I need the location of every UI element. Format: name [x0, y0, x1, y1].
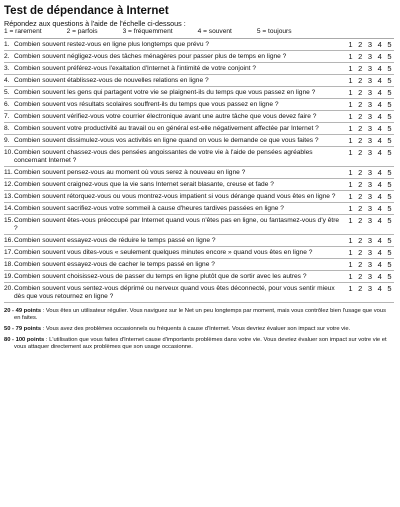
question-text [4, 137, 346, 145]
rating-option-5[interactable]: 5 [387, 52, 392, 61]
question-row [4, 271, 394, 283]
rating-option-4[interactable]: 4 [377, 76, 382, 85]
rating-option-3[interactable]: 3 [367, 204, 373, 213]
rating-options [346, 137, 394, 145]
rating-options [346, 205, 394, 213]
rating-option-5[interactable]: 5 [387, 180, 392, 189]
question-label: Combien souvent établissez-vous de nouvelles relations en ligne ? [14, 77, 209, 84]
rating-option-2[interactable]: 2 [358, 204, 363, 213]
rating-option-3[interactable]: 3 [367, 168, 373, 177]
question-number: 10. [4, 149, 14, 156]
rating-option-2[interactable]: 2 [358, 76, 363, 85]
rating-option-1[interactable]: 1 [348, 248, 353, 257]
rating-option-3[interactable]: 3 [367, 216, 373, 225]
question-text [4, 41, 346, 49]
rating-option-4[interactable]: 4 [377, 100, 382, 109]
rating-option-1[interactable]: 1 [348, 52, 353, 61]
rating-options [346, 181, 394, 189]
question-number: 18. [4, 261, 14, 268]
rating-option-1[interactable]: 1 [348, 40, 353, 49]
rating-option-4[interactable]: 4 [377, 168, 382, 177]
question-row [4, 191, 394, 203]
rating-options [346, 41, 394, 49]
question-list [4, 39, 394, 303]
rating-option-3[interactable]: 3 [367, 248, 373, 257]
question-text [4, 125, 346, 133]
question-text [4, 113, 346, 121]
rating-option-5[interactable]: 5 [387, 112, 392, 121]
question-row [4, 111, 394, 123]
rating-option-5[interactable]: 5 [387, 284, 392, 293]
rating-option-4[interactable]: 4 [377, 148, 382, 157]
question-label: Combien souvent sacrifiez-vous votre sommeil à cause d'heures tardives passées en ligne ? [14, 205, 284, 212]
rating-options [346, 77, 394, 85]
rating-option-5[interactable]: 5 [387, 76, 392, 85]
question-number: 12. [4, 181, 14, 188]
rating-option-5[interactable]: 5 [387, 88, 392, 97]
question-label: Combien souvent essayez-vous de cacher le temps passé en ligne ? [14, 261, 215, 268]
rating-option-3[interactable]: 3 [367, 124, 373, 133]
question-label: Combien souvent chassez-vous des pensées angoissantes de votre vie à l'aide de pensées agréables concernant Internet ? [14, 149, 313, 164]
question-label: Combien souvent pensez-vous au moment où vous serez à nouveau en ligne ? [14, 169, 246, 176]
rating-option-3[interactable]: 3 [367, 180, 373, 189]
rating-option-4[interactable]: 4 [377, 192, 382, 201]
rating-option-3[interactable]: 3 [367, 112, 373, 121]
rating-option-4[interactable]: 4 [377, 40, 382, 49]
question-text [4, 181, 346, 189]
rating-option-2[interactable]: 2 [358, 216, 363, 225]
scale-item-5: 5 = toujours [256, 28, 292, 35]
instructions: Répondez aux questions à l'aide de l'échelle ci-dessous : [4, 19, 186, 28]
rating-option-1[interactable]: 1 [348, 100, 353, 109]
question-number: 9. [4, 137, 10, 144]
question-label: Combien souvent vérifiez-vous votre courrier électronique avant une autre tâche que vous devez faire ? [14, 113, 317, 120]
rating-options [346, 125, 394, 133]
rating-option-1[interactable]: 1 [348, 236, 353, 245]
question-row [4, 167, 394, 179]
question-number: 11. [4, 169, 13, 176]
question-number: 2. [4, 53, 10, 60]
result-range-low [4, 308, 394, 322]
question-number: 7. [4, 113, 10, 120]
question-row [4, 39, 394, 51]
rating-option-4[interactable]: 4 [377, 180, 382, 189]
rating-options [346, 217, 394, 225]
question-row [4, 235, 394, 247]
rating-option-2[interactable]: 2 [358, 112, 363, 121]
question-row [4, 147, 394, 167]
result-range-high [4, 337, 394, 351]
question-label: Combien souvent votre productivité au travail ou en général est-elle négativement affectée par Internet ? [14, 125, 319, 132]
rating-option-1[interactable]: 1 [348, 148, 353, 157]
rating-option-5[interactable]: 5 [387, 236, 392, 245]
question-row [4, 259, 394, 271]
question-number: 15. [4, 217, 14, 224]
rating-option-5[interactable]: 5 [387, 64, 392, 73]
question-text [4, 65, 346, 73]
rating-options [346, 169, 394, 177]
question-text [4, 101, 346, 109]
rating-option-1[interactable]: 1 [348, 124, 353, 133]
rating-options [346, 53, 394, 61]
rating-option-1[interactable]: 1 [348, 216, 353, 225]
question-row [4, 87, 394, 99]
rating-option-5[interactable]: 5 [387, 124, 392, 133]
result-points: 50 - 79 points [4, 326, 42, 332]
question-row [4, 75, 394, 87]
rating-option-3[interactable]: 3 [367, 284, 373, 293]
rating-option-5[interactable]: 5 [387, 248, 392, 257]
rating-option-4[interactable]: 4 [377, 284, 382, 293]
question-number: 13. [4, 193, 14, 200]
question-text [4, 149, 346, 165]
rating-option-1[interactable]: 1 [348, 112, 353, 121]
rating-option-1[interactable]: 1 [348, 64, 353, 73]
rating-option-2[interactable]: 2 [358, 168, 363, 177]
question-label: Combien souvent dissimulez-vous vos activités en ligne quand on vous le demande ce que vous faites ? [14, 137, 319, 144]
rating-option-4[interactable]: 4 [377, 88, 382, 97]
question-number: 1. [4, 41, 10, 48]
rating-option-4[interactable]: 4 [377, 204, 382, 213]
rating-option-3[interactable]: 3 [367, 136, 373, 145]
rating-option-5[interactable]: 5 [387, 148, 392, 157]
rating-option-3[interactable]: 3 [367, 52, 373, 61]
rating-option-2[interactable]: 2 [358, 284, 363, 293]
rating-options [346, 285, 394, 293]
rating-option-1[interactable]: 1 [348, 180, 353, 189]
rating-option-4[interactable]: 4 [377, 136, 382, 145]
rating-option-4[interactable]: 4 [377, 236, 382, 245]
result-points: 80 - 100 points [4, 337, 45, 343]
rating-option-5[interactable]: 5 [387, 204, 392, 213]
rating-options [346, 261, 394, 269]
rating-option-1[interactable]: 1 [348, 204, 353, 213]
rating-option-4[interactable]: 4 [377, 216, 382, 225]
rating-option-2[interactable]: 2 [358, 260, 363, 269]
rating-option-3[interactable]: 3 [367, 236, 373, 245]
question-number: 3. [4, 65, 10, 72]
question-row [4, 63, 394, 75]
question-text [4, 89, 346, 97]
rating-option-5[interactable]: 5 [387, 192, 392, 201]
rating-option-4[interactable]: 4 [377, 124, 382, 133]
question-number: 6. [4, 101, 10, 108]
question-text [4, 193, 346, 201]
rating-scale-legend [4, 28, 394, 36]
question-row [4, 247, 394, 259]
rating-option-1[interactable]: 1 [348, 260, 353, 269]
rating-option-4[interactable]: 4 [377, 260, 382, 269]
question-text [4, 217, 346, 233]
question-label: Combien souvent vous sentez-vous déprimé ou nerveux quand vous êtes déconnecté, pour vous sentir mieux dès que vous retournez en ligne ? [14, 285, 335, 300]
question-label: Combien souvent négligez-vous des tâches ménagères pour passer plus de temps en ligne ? [14, 53, 287, 60]
rating-options [346, 65, 394, 73]
question-label: Combien souvent vos résultats scolaires souffrent-ils du temps que vous passez en ligne ? [14, 101, 279, 108]
question-label: Combien souvent craignez-vous que la vie sans Internet serait blasante, creuse et fade ? [14, 181, 274, 188]
question-label: Combien souvent essayez-vous de réduire le temps passé en ligne ? [14, 237, 216, 244]
rating-option-4[interactable]: 4 [377, 64, 382, 73]
rating-option-2[interactable]: 2 [358, 52, 363, 61]
rating-option-3[interactable]: 3 [367, 272, 373, 281]
question-label: Combien souvent rétorquez-vous ou vous montrez-vous impatient si vous dérange quand vous êtes en ligne ? [14, 193, 336, 200]
question-row [4, 179, 394, 191]
rating-option-2[interactable]: 2 [358, 236, 363, 245]
scale-item-4: 4 = souvent [197, 28, 232, 35]
rating-option-3[interactable]: 3 [367, 148, 373, 157]
rating-option-5[interactable]: 5 [387, 216, 392, 225]
results-section [4, 308, 394, 351]
rating-option-5[interactable]: 5 [387, 100, 392, 109]
question-text [4, 77, 346, 85]
rating-option-2[interactable]: 2 [358, 180, 363, 189]
question-label: Combien souvent êtes-vous préoccupé par Internet quand vous n'êtes pas en ligne, ou fantasmez-vous d'y être ? [14, 217, 340, 232]
question-row [4, 215, 394, 235]
question-text [4, 285, 346, 301]
rating-option-2[interactable]: 2 [358, 192, 363, 201]
rating-option-1[interactable]: 1 [348, 88, 353, 97]
rating-option-3[interactable]: 3 [367, 100, 373, 109]
rating-option-2[interactable]: 2 [358, 100, 363, 109]
question-row [4, 99, 394, 111]
question-label: Combien souvent choisissez-vous de passer du temps en ligne plutôt que de sortir avec les autres ? [14, 273, 307, 280]
rating-option-2[interactable]: 2 [358, 272, 363, 281]
question-row [4, 51, 394, 63]
rating-option-3[interactable]: 3 [367, 260, 373, 269]
rating-options [346, 149, 394, 157]
rating-options [346, 273, 394, 281]
rating-options [346, 101, 394, 109]
question-number: 14. [4, 205, 14, 212]
question-number: 20. [4, 285, 14, 292]
rating-option-5[interactable]: 5 [387, 136, 392, 145]
scale-item-1: 1 = rarement [4, 28, 42, 35]
rating-option-5[interactable]: 5 [387, 168, 392, 177]
rating-option-4[interactable]: 4 [377, 248, 382, 257]
rating-option-1[interactable]: 1 [348, 192, 353, 201]
question-number: 4. [4, 77, 10, 84]
rating-option-1[interactable]: 1 [348, 168, 353, 177]
rating-option-3[interactable]: 3 [367, 88, 373, 97]
rating-option-4[interactable]: 4 [377, 272, 382, 281]
rating-options [346, 113, 394, 121]
question-label: Combien souvent préférez-vous l'exaltation d'Internet à l'intimité de votre conjoint ? [14, 65, 257, 72]
rating-option-3[interactable]: 3 [367, 192, 373, 201]
rating-option-4[interactable]: 4 [377, 112, 382, 121]
rating-option-2[interactable]: 2 [358, 88, 363, 97]
question-label: Combien souvent les gens qui partagent votre vie se plaignent-ils du temps que vous passez en ligne ? [14, 89, 316, 96]
question-row [4, 203, 394, 215]
question-row [4, 123, 394, 135]
question-label: Combien souvent vous dites-vous « seulement quelques minutes encore » quand vous êtes en ligne ? [14, 249, 313, 256]
page-title: Test de dépendance à Internet [4, 5, 169, 17]
rating-option-2[interactable]: 2 [358, 40, 363, 49]
question-text [4, 273, 346, 281]
rating-option-3[interactable]: 3 [367, 64, 373, 73]
rating-option-5[interactable]: 5 [387, 260, 392, 269]
question-number: 17. [4, 249, 14, 256]
result-range-mid [4, 326, 394, 333]
question-number: 5. [4, 89, 10, 96]
rating-option-3[interactable]: 3 [367, 76, 373, 85]
question-number: 19. [4, 273, 14, 280]
rating-options [346, 193, 394, 201]
scale-item-2: 2 = parfois [66, 28, 98, 35]
result-points: 20 - 49 points [4, 308, 42, 314]
question-text [4, 261, 346, 269]
rating-option-5[interactable]: 5 [387, 272, 392, 281]
question-row [4, 283, 394, 303]
rating-options [346, 89, 394, 97]
question-number: 16. [4, 237, 14, 244]
question-row [4, 135, 394, 147]
rating-option-1[interactable]: 1 [348, 272, 353, 281]
question-text [4, 53, 346, 61]
rating-option-2[interactable]: 2 [358, 148, 363, 157]
rating-options [346, 237, 394, 245]
rating-option-1[interactable]: 1 [348, 76, 353, 85]
rating-options [346, 249, 394, 257]
rating-option-4[interactable]: 4 [377, 52, 382, 61]
rating-option-1[interactable]: 1 [348, 284, 353, 293]
question-number: 8. [4, 125, 10, 132]
rating-option-2[interactable]: 2 [358, 124, 363, 133]
scale-item-3: 3 = fréquemment [122, 28, 173, 35]
rating-option-2[interactable]: 2 [358, 248, 363, 257]
question-text [4, 169, 346, 177]
result-text: : L'utilisation que vous faites d'Internet cause d'importants problèmes dans votre vie. Vous devriez évaluer son impact sur votre vie et vous attaquer directement aux problèmes que son usage occasionne. [14, 337, 387, 350]
question-label: Combien souvent restez-vous en ligne plus longtemps que prévu ? [14, 41, 209, 48]
rating-option-2[interactable]: 2 [358, 64, 363, 73]
rating-option-1[interactable]: 1 [348, 136, 353, 145]
rating-option-3[interactable]: 3 [367, 40, 373, 49]
question-text [4, 249, 346, 257]
result-text: : Vous avez des problèmes occasionnels ou fréquents à cause d'Internet. Vous devriez évaluer son impact sur votre vie. [41, 326, 351, 332]
rating-option-2[interactable]: 2 [358, 136, 363, 145]
question-text [4, 205, 346, 213]
result-text: : Vous êtes un utilisateur régulier. Vous naviguez sur le Net un peu longtemps par moment, mais vous contrôlez bien l'usage que vous en faites. [14, 308, 386, 321]
rating-option-5[interactable]: 5 [387, 40, 392, 49]
question-text [4, 237, 346, 245]
